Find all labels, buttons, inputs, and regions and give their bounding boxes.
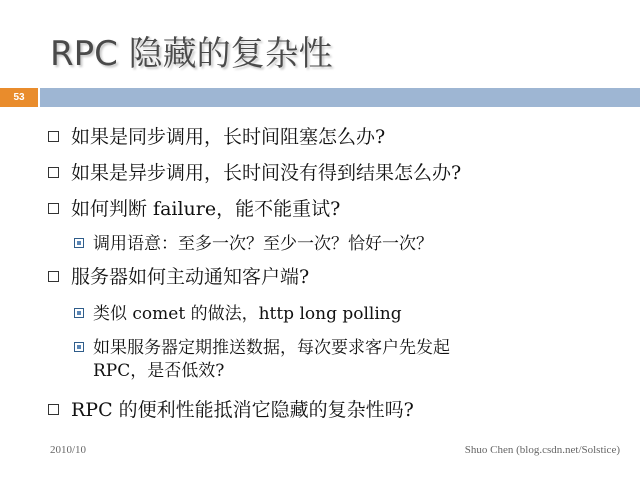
slide-number: 53 (0, 88, 38, 107)
filled-square-bullet-icon (74, 308, 84, 318)
header-bar (40, 88, 640, 107)
bullet-text: 如果服务器定期推送数据，每次要求客户先发起 (93, 338, 450, 358)
bullet-item (48, 122, 385, 149)
bullet-text: 调用语意：至多一次？至少一次？恰好一次？ (93, 234, 433, 254)
bullet-item (48, 262, 309, 289)
bullet-item (48, 194, 340, 221)
square-bullet-icon (48, 131, 59, 142)
bullet-item (48, 158, 461, 185)
footer-date: 2010/10 (50, 444, 87, 456)
square-bullet-icon (48, 271, 59, 282)
bullet-continuation: RPC，是否低效? (93, 361, 225, 381)
filled-square-bullet-icon (74, 238, 84, 248)
bullet-item (48, 395, 414, 422)
bullet-text: 服务器如何主动通知客户端? (71, 266, 310, 288)
square-bullet-icon (48, 167, 59, 178)
bullet-text: 如果是同步调用，长时间阻塞怎么办? (71, 126, 386, 148)
bullet-text: 类似 comet 的做法，http long polling (93, 304, 402, 324)
filled-square-bullet-icon (74, 342, 84, 352)
bullet-text: 如果是异步调用，长时间没有得到结果怎么办? (71, 162, 462, 184)
sub-bullet-item (74, 333, 450, 358)
sub-bullet-item (74, 299, 402, 324)
bullet-text: RPC 的便利性能抵消它隐藏的复杂性吗? (71, 399, 414, 421)
footer-author: Shuo Chen (blog.csdn.net/Solstice) (464, 444, 620, 456)
bullet-text: 如何判断 failure，能不能重试? (71, 198, 341, 220)
square-bullet-icon (48, 203, 59, 214)
slide-title: RPC 隐藏的复杂性 (50, 34, 333, 74)
sub-bullet-item (74, 229, 433, 254)
square-bullet-icon (48, 404, 59, 415)
